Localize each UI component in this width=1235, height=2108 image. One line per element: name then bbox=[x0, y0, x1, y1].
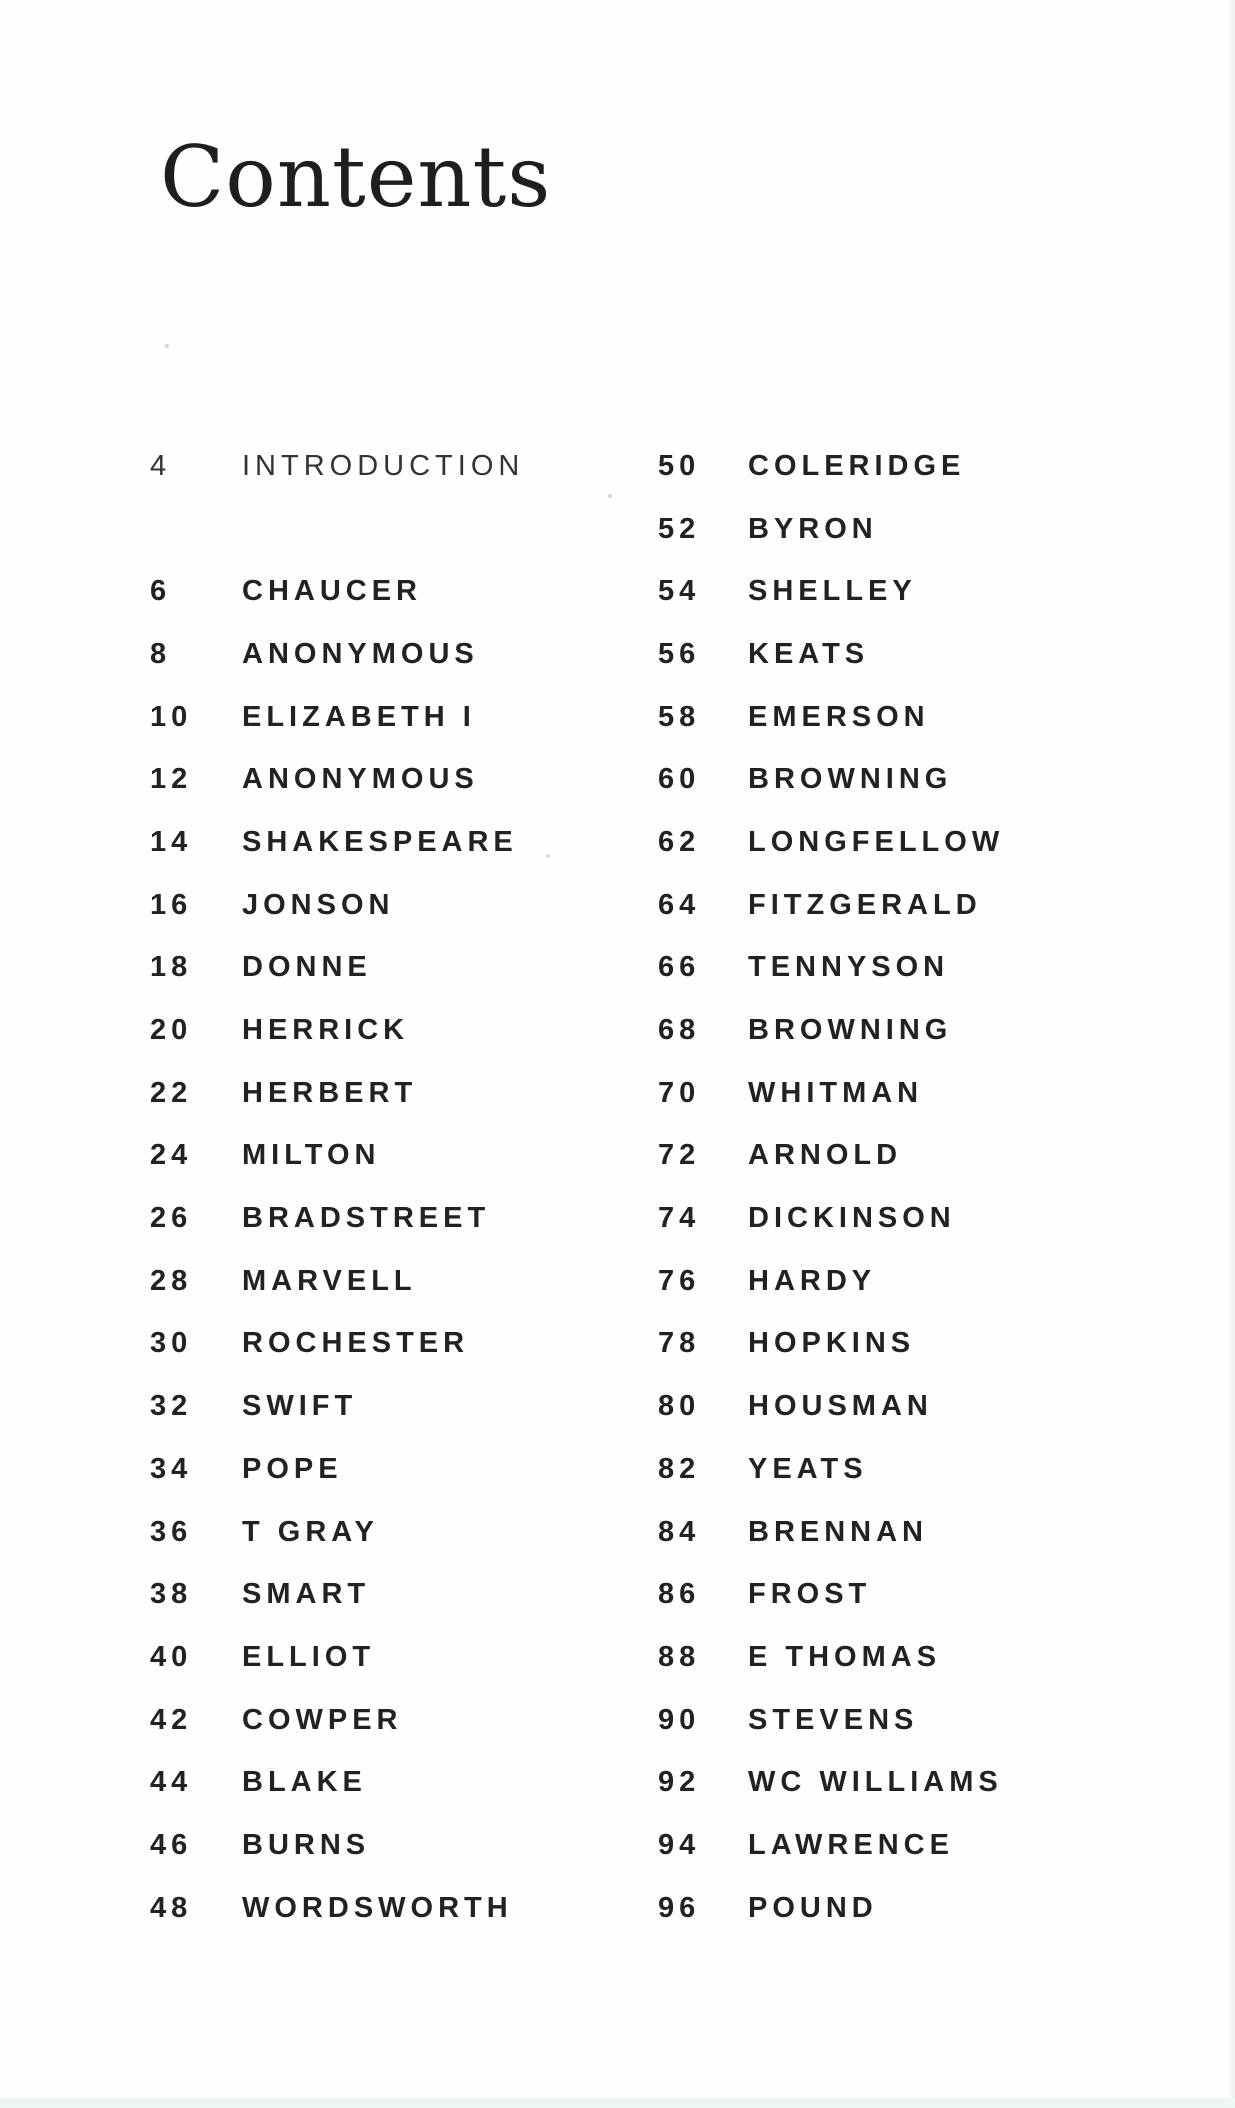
toc-poet-name: HERRICK bbox=[242, 1014, 410, 1047]
toc-poet-name: SHELLEY bbox=[748, 575, 917, 608]
toc-entry[interactable] bbox=[150, 435, 524, 498]
toc-entry[interactable] bbox=[658, 1062, 1004, 1125]
toc-entry[interactable] bbox=[658, 1689, 1004, 1752]
toc-entry[interactable] bbox=[658, 1751, 1004, 1814]
toc-page-number: 20 bbox=[150, 1014, 193, 1047]
toc-poet-name: ANONYMOUS bbox=[242, 763, 479, 796]
toc-poet-name: CHAUCER bbox=[242, 575, 422, 608]
toc-page-number: 16 bbox=[150, 888, 193, 921]
toc-entry[interactable] bbox=[658, 1501, 1004, 1564]
toc-entry[interactable] bbox=[658, 560, 1004, 623]
toc-page-number: 80 bbox=[658, 1390, 701, 1423]
page-edge-shadow bbox=[1227, 0, 1235, 2108]
toc-page-number: 76 bbox=[658, 1264, 701, 1297]
toc-poet-name: FROST bbox=[748, 1578, 872, 1611]
toc-page-number: 78 bbox=[658, 1327, 701, 1360]
toc-page-number: 26 bbox=[150, 1202, 193, 1235]
toc-page-number: 62 bbox=[658, 825, 701, 858]
toc-page-number: 48 bbox=[150, 1891, 193, 1924]
toc-entry[interactable] bbox=[150, 1375, 524, 1438]
toc-entry[interactable] bbox=[150, 560, 524, 623]
toc-column-left bbox=[150, 435, 524, 1940]
toc-entry[interactable] bbox=[658, 1563, 1004, 1626]
toc-entry[interactable] bbox=[658, 435, 1004, 498]
toc-poet-name: BLAKE bbox=[242, 1766, 367, 1799]
toc-page-number: 32 bbox=[150, 1390, 193, 1423]
toc-poet-name: BROWNING bbox=[748, 763, 953, 796]
toc-entry[interactable] bbox=[150, 686, 524, 749]
toc-poet-name: SWIFT bbox=[242, 1390, 358, 1423]
toc-poet-name: BROWNING bbox=[748, 1014, 953, 1047]
toc-entry[interactable] bbox=[150, 1814, 524, 1877]
toc-entry[interactable] bbox=[150, 1501, 524, 1564]
toc-poet-name: WORDSWORTH bbox=[242, 1891, 513, 1924]
toc-entry[interactable] bbox=[150, 1626, 524, 1689]
toc-poet-name: MILTON bbox=[242, 1139, 381, 1172]
toc-entry[interactable] bbox=[658, 1814, 1004, 1877]
toc-poet-name: INTRODUCTION bbox=[242, 449, 525, 482]
toc-poet-name: ELIZABETH I bbox=[242, 700, 476, 733]
toc-poet-name: YEATS bbox=[748, 1452, 868, 1485]
toc-column-right bbox=[658, 435, 1004, 1940]
toc-page-number: 60 bbox=[658, 763, 701, 796]
toc-poet-name: COWPER bbox=[242, 1703, 403, 1736]
toc-page-number: 14 bbox=[150, 825, 193, 858]
toc-page-number: 24 bbox=[150, 1139, 193, 1172]
toc-page-number: 18 bbox=[150, 951, 193, 984]
toc-poet-name: BURNS bbox=[242, 1828, 371, 1861]
scan-speck bbox=[608, 494, 612, 498]
toc-poet-name: LONGFELLOW bbox=[748, 825, 1005, 858]
toc-poet-name: DICKINSON bbox=[748, 1202, 956, 1235]
toc-page-number: 82 bbox=[658, 1452, 701, 1485]
toc-poet-name: ELLIOT bbox=[242, 1640, 376, 1673]
toc-page-number: 74 bbox=[658, 1202, 701, 1235]
toc-page-number: 66 bbox=[658, 951, 701, 984]
toc-entry[interactable] bbox=[658, 1877, 1004, 1940]
toc-poet-name: HARDY bbox=[748, 1264, 877, 1297]
toc-entry[interactable] bbox=[658, 811, 1004, 874]
toc-page-number: 52 bbox=[658, 512, 701, 545]
toc-entry[interactable] bbox=[150, 811, 524, 874]
toc-page-number: 38 bbox=[150, 1578, 193, 1611]
toc-entry[interactable] bbox=[150, 1751, 524, 1814]
toc-poet-name: ARNOLD bbox=[748, 1139, 903, 1172]
toc-poet-name: HOUSMAN bbox=[748, 1390, 933, 1423]
toc-entry[interactable] bbox=[658, 1626, 1004, 1689]
toc-page-number: 58 bbox=[658, 700, 701, 733]
toc-poet-name: BRADSTREET bbox=[242, 1202, 491, 1235]
toc-entry[interactable] bbox=[658, 498, 1004, 561]
toc-poet-name: LAWRENCE bbox=[748, 1828, 954, 1861]
toc-page-number: 88 bbox=[658, 1640, 701, 1673]
toc-page-number: 4 bbox=[150, 449, 172, 482]
toc-page-number: 86 bbox=[658, 1578, 701, 1611]
toc-page-number: 28 bbox=[150, 1264, 193, 1297]
toc-entry[interactable] bbox=[658, 623, 1004, 686]
toc-page-number: 12 bbox=[150, 763, 193, 796]
toc-page-number: 22 bbox=[150, 1076, 193, 1109]
toc-entry[interactable] bbox=[658, 1250, 1004, 1313]
toc-entry[interactable] bbox=[658, 748, 1004, 811]
toc-page-number: 46 bbox=[150, 1828, 193, 1861]
toc-entry[interactable] bbox=[150, 1438, 524, 1501]
toc-entry[interactable] bbox=[658, 999, 1004, 1062]
toc-entry[interactable] bbox=[150, 623, 524, 686]
toc-entry[interactable] bbox=[150, 1250, 524, 1313]
toc-page-number: 36 bbox=[150, 1515, 193, 1548]
toc-poet-name: JONSON bbox=[242, 888, 395, 921]
toc-page-number: 96 bbox=[658, 1891, 701, 1924]
toc-poet-name: STEVENS bbox=[748, 1703, 919, 1736]
toc-poet-name: EMERSON bbox=[748, 700, 930, 733]
toc-entry[interactable] bbox=[658, 1313, 1004, 1376]
toc-page-number: 84 bbox=[658, 1515, 701, 1548]
toc-entry[interactable] bbox=[150, 1563, 524, 1626]
toc-entry[interactable] bbox=[150, 874, 524, 937]
toc-poet-name: DONNE bbox=[242, 951, 372, 984]
toc-entry[interactable] bbox=[150, 748, 524, 811]
toc-poet-name: SHAKESPEARE bbox=[242, 825, 518, 858]
toc-poet-name: TENNYSON bbox=[748, 951, 950, 984]
toc-page-number: 30 bbox=[150, 1327, 193, 1360]
toc-page-number: 8 bbox=[150, 637, 172, 670]
toc-page-number: 92 bbox=[658, 1766, 701, 1799]
toc-entry[interactable] bbox=[150, 1187, 524, 1250]
toc-poet-name: ROCHESTER bbox=[242, 1327, 470, 1360]
toc-entry[interactable] bbox=[150, 1689, 524, 1752]
toc-entry[interactable] bbox=[150, 937, 524, 1000]
toc-page-number: 94 bbox=[658, 1828, 701, 1861]
toc-page-number: 54 bbox=[658, 575, 701, 608]
toc-poet-name: T GRAY bbox=[242, 1515, 379, 1548]
toc-page-number: 64 bbox=[658, 888, 701, 921]
toc-poet-name: WC WILLIAMS bbox=[748, 1766, 1003, 1799]
scan-speck bbox=[165, 344, 169, 348]
toc-page-number: 34 bbox=[150, 1452, 193, 1485]
toc-entry[interactable] bbox=[658, 1375, 1004, 1438]
toc-poet-name: FITZGERALD bbox=[748, 888, 982, 921]
toc-page-number: 90 bbox=[658, 1703, 701, 1736]
toc-entry[interactable] bbox=[150, 999, 524, 1062]
toc-page-number: 68 bbox=[658, 1014, 701, 1047]
toc-page-number: 50 bbox=[658, 449, 701, 482]
toc-entry[interactable] bbox=[658, 874, 1004, 937]
toc-entry[interactable] bbox=[658, 937, 1004, 1000]
toc-entry[interactable] bbox=[150, 1125, 524, 1188]
toc-poet-name: COLERIDGE bbox=[748, 449, 966, 482]
toc-poet-name: POUND bbox=[748, 1891, 878, 1924]
toc-poet-name: HERBERT bbox=[242, 1076, 418, 1109]
toc-poet-name: E THOMAS bbox=[748, 1640, 942, 1673]
toc-entry[interactable] bbox=[150, 1062, 524, 1125]
page-bottom-edge bbox=[0, 2098, 1235, 2108]
toc-poet-name: HOPKINS bbox=[748, 1327, 916, 1360]
toc-entry[interactable] bbox=[658, 686, 1004, 749]
toc-poet-name: BYRON bbox=[748, 512, 878, 545]
toc-poet-name: SMART bbox=[242, 1578, 371, 1611]
toc-entry[interactable] bbox=[658, 1187, 1004, 1250]
toc-poet-name: WHITMAN bbox=[748, 1076, 924, 1109]
toc-entry[interactable] bbox=[658, 1125, 1004, 1188]
toc-page-number: 42 bbox=[150, 1703, 193, 1736]
toc-entry[interactable] bbox=[150, 1877, 524, 1940]
toc-entry[interactable] bbox=[658, 1438, 1004, 1501]
toc-page-number: 10 bbox=[150, 700, 193, 733]
toc-poet-name: BRENNAN bbox=[748, 1515, 928, 1548]
toc-page-number: 44 bbox=[150, 1766, 193, 1799]
scan-speck bbox=[546, 854, 550, 858]
toc-poet-name: POPE bbox=[242, 1452, 343, 1485]
toc-page-number: 72 bbox=[658, 1139, 701, 1172]
toc-poet-name: KEATS bbox=[748, 637, 870, 670]
toc-poet-name: ANONYMOUS bbox=[242, 637, 479, 670]
toc-page-number: 70 bbox=[658, 1076, 701, 1109]
toc-page-number: 6 bbox=[150, 575, 172, 608]
page-title: Contents bbox=[160, 128, 552, 226]
toc-entry[interactable] bbox=[150, 1313, 524, 1376]
toc-poet-name: MARVELL bbox=[242, 1264, 417, 1297]
toc-page-number: 56 bbox=[658, 637, 701, 670]
toc-page-number: 40 bbox=[150, 1640, 193, 1673]
